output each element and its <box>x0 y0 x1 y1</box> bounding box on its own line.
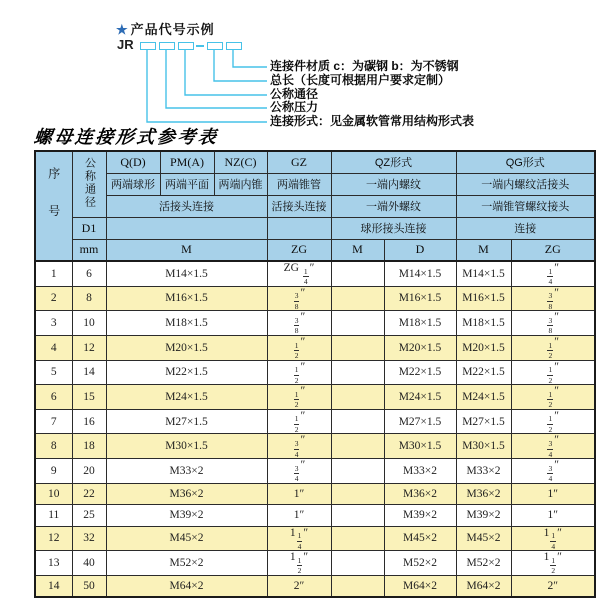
cell-dn: 50 <box>72 575 106 597</box>
cell-qz-d: M30×1.5 <box>384 434 456 459</box>
cell-qg-m: M39×2 <box>456 505 511 527</box>
cell-qz-m <box>331 434 384 459</box>
cell-qz-d: M33×2 <box>384 459 456 484</box>
cell-gz-zg: $\frac{3}{8}$ ″ <box>267 286 331 311</box>
cell-gz-zg: 2″ <box>267 575 331 597</box>
cell-dn: 20 <box>72 459 106 484</box>
cell-m: M39×2 <box>106 505 267 527</box>
code-prefix: JR <box>117 37 134 52</box>
cell-dn: 40 <box>72 551 106 576</box>
cell-gz-zg: $\frac{1}{2}$ ″ <box>267 360 331 385</box>
header-seq <box>35 151 72 261</box>
cell-qg-m: M52×2 <box>456 551 511 576</box>
cell-dn: 25 <box>72 505 106 527</box>
header-qz-desc2: 一端外螺纹 <box>331 195 456 217</box>
cell-dn: 10 <box>72 311 106 336</box>
cell-gz-zg: $\frac{3}{4}$ ″ <box>267 459 331 484</box>
cell-dn: 14 <box>72 360 106 385</box>
cell-qg-zg: $\frac{1}{4}$ ″ <box>511 261 595 286</box>
cell-qg-zg: $\frac{1}{2}$ ″ <box>511 360 595 385</box>
cell-qg-m: M20×1.5 <box>456 335 511 360</box>
cell-dn: 22 <box>72 483 106 505</box>
cell-seq: 2 <box>35 286 72 311</box>
cell-qg-zg: 1 $\frac{1}{4}$ ″ <box>511 526 595 551</box>
header-union-desc: 活接头连接 <box>106 195 267 217</box>
header-mm: mm <box>72 239 106 261</box>
diagram-title-text: 产品代号示例 <box>130 22 215 37</box>
header-col-pm: PM(A) <box>160 151 214 173</box>
table-row <box>35 261 595 286</box>
table-row <box>35 286 595 311</box>
cell-qg-zg: 1″ <box>511 505 595 527</box>
cell-dn: 12 <box>72 335 106 360</box>
cell-gz-zg: $\frac{1}{2}$ ″ <box>267 385 331 410</box>
header-qg-desc1: 一端内螺纹活接头 <box>456 173 595 195</box>
table-title: 螺母连接形式参考表 <box>32 127 220 147</box>
cell-seq: 3 <box>35 311 72 336</box>
cell-seq: 13 <box>35 551 72 576</box>
cell-qg-m: M30×1.5 <box>456 434 511 459</box>
cell-qg-zg: $\frac{3}{8}$ ″ <box>511 311 595 336</box>
header-empty <box>106 217 267 239</box>
cell-qz-m <box>331 286 384 311</box>
cell-qg-zg: 1″ <box>511 483 595 505</box>
cell-qg-m: M36×2 <box>456 483 511 505</box>
cell-qz-d: M24×1.5 <box>384 385 456 410</box>
header-gz-union: 活接头连接 <box>267 195 331 217</box>
cell-seq: 8 <box>35 434 72 459</box>
cell-qg-m: M33×2 <box>456 459 511 484</box>
cell-qg-zg: $\frac{1}{2}$ ″ <box>511 409 595 434</box>
table-row <box>35 335 595 360</box>
header-qz-desc3: 球形接头连接 <box>331 217 456 239</box>
cell-m: M33×2 <box>106 459 267 484</box>
header-d1: D1 <box>72 217 106 239</box>
cell-gz-zg: $\frac{3}{8}$ ″ <box>267 311 331 336</box>
header-qg-zg: ZG <box>511 239 595 261</box>
cell-gz-zg: $\frac{1}{2}$ ″ <box>267 409 331 434</box>
cell-qz-d: M18×1.5 <box>384 311 456 336</box>
cell-qg-zg: 2″ <box>511 575 595 597</box>
cell-qz-d: M64×2 <box>384 575 456 597</box>
table-header <box>35 151 595 261</box>
cell-qz-m <box>331 409 384 434</box>
table-row <box>35 360 595 385</box>
cell-seq: 12 <box>35 526 72 551</box>
nut-connection-table <box>34 150 596 598</box>
header-dn <box>72 151 106 217</box>
cell-qg-m: M64×2 <box>456 575 511 597</box>
header-gz-desc: 两端锥管 <box>267 173 331 195</box>
cell-qg-m: M16×1.5 <box>456 286 511 311</box>
header-qg-desc2: 一端锥管螺纹接头 <box>456 195 595 217</box>
header-qz-d: D <box>384 239 456 261</box>
cell-seq: 14 <box>35 575 72 597</box>
cell-qg-zg: $\frac{1}{2}$ ″ <box>511 335 595 360</box>
cell-qg-zg: $\frac{3}{4}$ ″ <box>511 459 595 484</box>
cell-qg-zg: $\frac{1}{2}$ ″ <box>511 385 595 410</box>
cell-seq: 4 <box>35 335 72 360</box>
cell-qz-m <box>331 526 384 551</box>
header-col-qz: QZ形式 <box>331 151 456 173</box>
header-col-q: Q(D) <box>106 151 160 173</box>
cell-qg-zg: 1 $\frac{1}{2}$ ″ <box>511 551 595 576</box>
cell-qz-d: M45×2 <box>384 526 456 551</box>
cell-seq: 6 <box>35 385 72 410</box>
header-col-nz: NZ(C) <box>214 151 267 173</box>
cell-qg-m: M27×1.5 <box>456 409 511 434</box>
cell-m: M36×2 <box>106 483 267 505</box>
header-empty <box>267 217 331 239</box>
cell-qz-m <box>331 360 384 385</box>
header-pm-desc: 两端平面 <box>160 173 214 195</box>
cell-m: M16×1.5 <box>106 286 267 311</box>
cell-qg-zg: $\frac{3}{4}$ ″ <box>511 434 595 459</box>
cell-seq: 5 <box>35 360 72 385</box>
cell-qz-d: M52×2 <box>384 551 456 576</box>
table-row <box>35 385 595 410</box>
cell-m: M64×2 <box>106 575 267 597</box>
cell-qg-m: M45×2 <box>456 526 511 551</box>
table-row <box>35 505 595 527</box>
cell-qg-m: M18×1.5 <box>456 311 511 336</box>
header-nz-desc: 两端内锥 <box>214 173 267 195</box>
header-dn-label: 公称通径 <box>83 156 96 209</box>
code-label-pressure: 公称压力 <box>270 100 319 114</box>
cell-m: M45×2 <box>106 526 267 551</box>
cell-seq: 10 <box>35 483 72 505</box>
code-label-diameter: 公称通径 <box>270 87 319 101</box>
cell-dn: 16 <box>72 409 106 434</box>
header-col-qg: QG形式 <box>456 151 595 173</box>
cell-m: M52×2 <box>106 551 267 576</box>
cell-m: M27×1.5 <box>106 409 267 434</box>
table-row <box>35 311 595 336</box>
cell-qz-d: M14×1.5 <box>384 261 456 286</box>
cell-qz-m <box>331 483 384 505</box>
cell-seq: 9 <box>35 459 72 484</box>
code-label-connection: 连接形式：见金属软管常用结构形式表 <box>270 114 475 128</box>
cell-qz-d: M39×2 <box>384 505 456 527</box>
cell-qz-m <box>331 575 384 597</box>
cell-qg-zg: $\frac{3}{8}$ ″ <box>511 286 595 311</box>
header-col-gz: GZ <box>267 151 331 173</box>
cell-seq: 1 <box>35 261 72 286</box>
header-q-desc: 两端球形 <box>106 173 160 195</box>
header-m: M <box>106 239 267 261</box>
code-label-length: 总长（长度可根据用户要求定制） <box>270 73 451 87</box>
cell-qz-d: M16×1.5 <box>384 286 456 311</box>
table-row <box>35 409 595 434</box>
cell-dn: 15 <box>72 385 106 410</box>
cell-qz-m <box>331 335 384 360</box>
cell-m: M22×1.5 <box>106 360 267 385</box>
star-icon: ★ <box>116 22 129 37</box>
cell-qz-d: M36×2 <box>384 483 456 505</box>
cell-gz-zg: $\frac{1}{2}$ ″ <box>267 335 331 360</box>
cell-seq: 7 <box>35 409 72 434</box>
cell-m: M14×1.5 <box>106 261 267 286</box>
table-body <box>35 261 595 597</box>
cell-gz-zg: 1 $\frac{1}{2}$ ″ <box>267 551 331 576</box>
header-zg: ZG <box>267 239 331 261</box>
table-row <box>35 551 595 576</box>
cell-gz-zg: 1 $\frac{1}{4}$ ″ <box>267 526 331 551</box>
cell-qz-d: M20×1.5 <box>384 335 456 360</box>
header-qz-m: M <box>331 239 384 261</box>
cell-gz-zg: 1″ <box>267 483 331 505</box>
table-row <box>35 483 595 505</box>
cell-seq: 11 <box>35 505 72 527</box>
table-row <box>35 434 595 459</box>
cell-qz-d: M27×1.5 <box>384 409 456 434</box>
table-row <box>35 459 595 484</box>
cell-m: M24×1.5 <box>106 385 267 410</box>
cell-qz-m <box>331 385 384 410</box>
cell-dn: 32 <box>72 526 106 551</box>
cell-m: M18×1.5 <box>106 311 267 336</box>
cell-qg-m: M14×1.5 <box>456 261 511 286</box>
cell-dn: 18 <box>72 434 106 459</box>
cell-gz-zg: 1″ <box>267 505 331 527</box>
cell-m: M20×1.5 <box>106 335 267 360</box>
cell-gz-zg: ZG $\frac{1}{4}$ ″ <box>267 261 331 286</box>
header-qz-desc1: 一端内螺纹 <box>331 173 456 195</box>
cell-qz-m <box>331 551 384 576</box>
cell-qz-d: M22×1.5 <box>384 360 456 385</box>
code-label-material: 连接件材质 c：为碳钢 b：为不锈钢 <box>270 59 459 73</box>
table-row <box>35 526 595 551</box>
cell-qz-m <box>331 505 384 527</box>
cell-dn: 8 <box>72 286 106 311</box>
cell-qz-m <box>331 459 384 484</box>
cell-m: M30×1.5 <box>106 434 267 459</box>
header-qg-desc3: 连接 <box>456 217 595 239</box>
table-row <box>35 575 595 597</box>
cell-qz-m <box>331 261 384 286</box>
cell-dn: 6 <box>72 261 106 286</box>
cell-qg-m: M24×1.5 <box>456 385 511 410</box>
cell-qz-m <box>331 311 384 336</box>
header-qg-m: M <box>456 239 511 261</box>
cell-qg-m: M22×1.5 <box>456 360 511 385</box>
header-seq-label: 序号 <box>46 167 61 242</box>
cell-gz-zg: $\frac{3}{4}$ ″ <box>267 434 331 459</box>
